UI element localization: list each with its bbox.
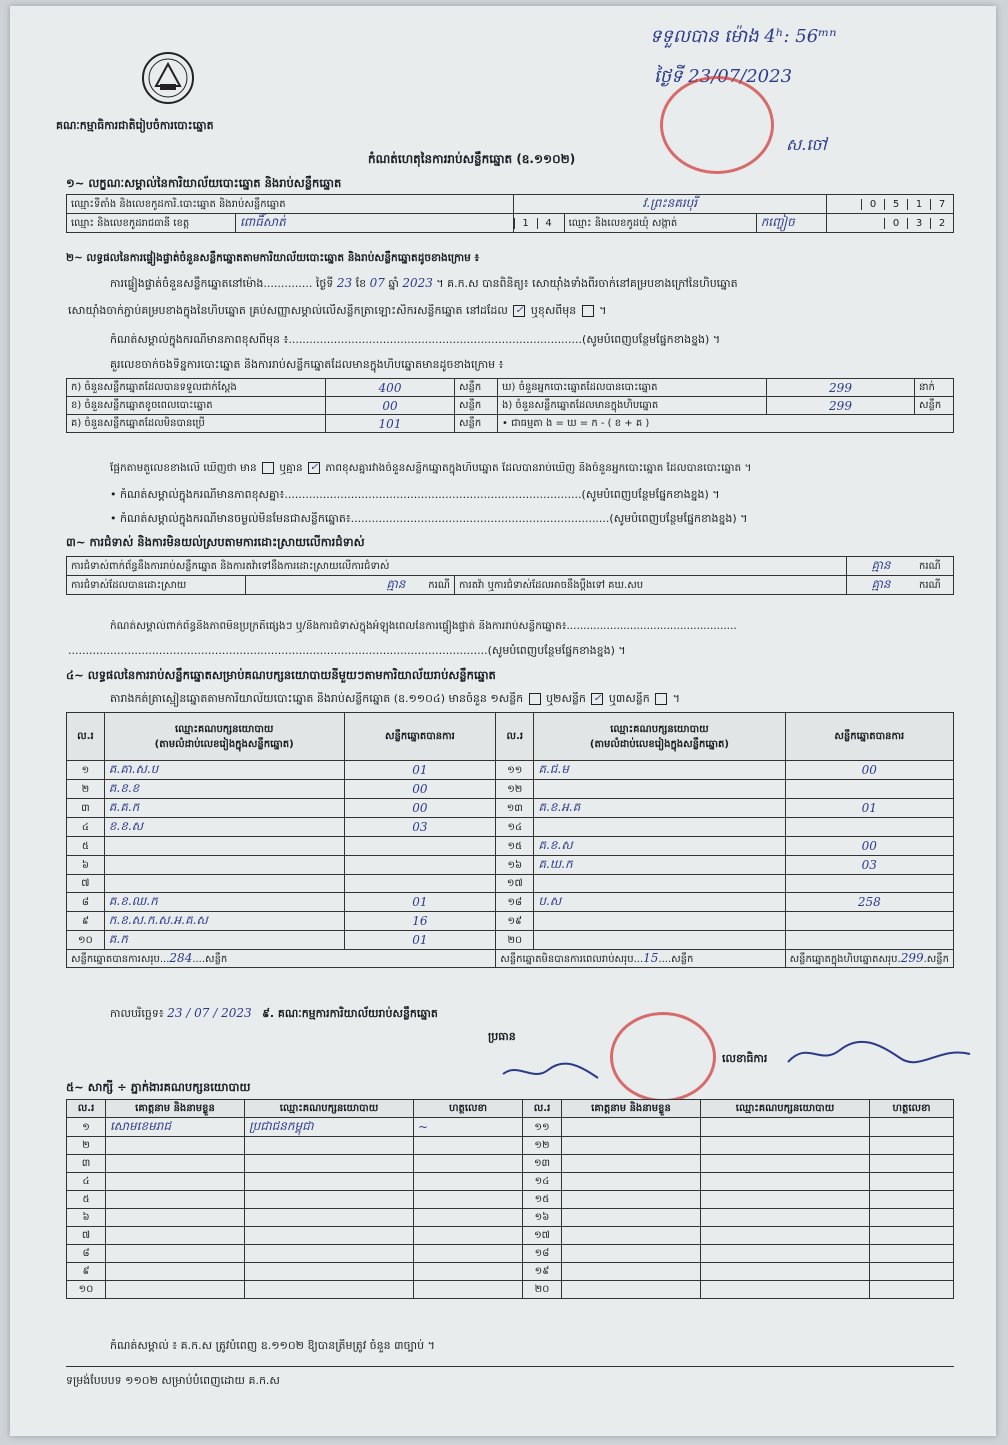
witness-signature <box>414 1245 523 1263</box>
table-row <box>67 856 954 875</box>
witness-party <box>245 1173 414 1191</box>
vote-count <box>785 931 953 950</box>
table-row <box>67 1155 954 1173</box>
voters-count: 299 <box>767 379 915 397</box>
counts-row: ក) ចំនួនសន្លឹកឆ្នោតដែលបានទទួលជាក់ស្តែង 400 សន្លឹក ឃ) ចំនួនអ្នកបោះឆ្នោតដែលបានបោះឆ្នោត 299 នាក់ <box>67 379 954 397</box>
witness-name <box>562 1209 701 1227</box>
row-number: ៨ <box>67 1245 106 1263</box>
same-checkbox[interactable]: ✓ <box>515 305 524 316</box>
row-number: ១៧ <box>496 875 534 893</box>
witness-signature <box>414 1155 523 1173</box>
row-number: ១៤ <box>523 1173 562 1191</box>
party-name: គ.ជ.ម <box>534 761 785 780</box>
location-value: វ.ព្រះនគរបុរី <box>513 195 826 214</box>
row-number: ៦ <box>67 1209 106 1227</box>
vote-count: 01 <box>344 761 496 780</box>
party-name: គ.គា.ស.ប <box>104 761 344 780</box>
section1-title: ១~ លក្ខណៈសម្គាល់នៃការិយាល័យបោះឆ្នោត និងរាប់សន្លឹកឆ្នោត <box>66 176 342 190</box>
row-number: ២ <box>67 1137 106 1155</box>
official-stamp-top <box>660 76 774 174</box>
party-name <box>104 856 344 875</box>
location-code: 0 5 1 7 <box>827 195 954 214</box>
row-number: ១៥ <box>496 837 534 856</box>
witness-name <box>562 1191 701 1209</box>
witness-party <box>701 1227 870 1245</box>
counts-row: ខ) ចំនួនសន្លឹកឆ្នោតខូចពេលបោះឆ្នោត 00 សន្លឹក ង) ចំនួនសន្លឹកឆ្នោតដែលមានក្នុងហិបឆ្នោត 299 សន្លឹក <box>67 397 954 415</box>
row-number: ១៨ <box>496 893 534 912</box>
vote-count <box>344 837 496 856</box>
table-row <box>67 931 954 950</box>
counts-table <box>66 378 954 433</box>
witness-party <box>701 1173 870 1191</box>
table-row <box>67 1227 954 1245</box>
witness-name <box>106 1281 245 1299</box>
witness-party: ប្រជាជនកម្ពុជា <box>245 1118 414 1137</box>
row-number: ៥ <box>67 837 105 856</box>
party-name: គ.ខ.អ.គ <box>534 799 785 818</box>
table-row <box>67 1191 954 1209</box>
irregularity-note: កំណត់សម្គាល់ពាក់ព័ន្ធនឹងភាពមិនប្រក្រតីផ្សេងៗ ឬ/និងការជំទាស់ក្នុងអំឡុងពេលនៃការផ្ទៀងផ្ទាត់ និងការរាប់សន្លឹកឆ្នោត៖................................................... <box>110 620 737 632</box>
two-sheets-checkbox[interactable]: ✓ <box>593 693 602 704</box>
party-name <box>104 837 344 856</box>
difference-line: ផ្អែកតាមតួលេខខាងលើ ឃើញថា មាន ឬគ្មាន ✓ ភាពខុសគ្នារវាងចំនួនសន្លឹកឆ្នោតក្នុងហិបឆ្នោត ដែលបានរាប់ឃើញ និងចំនួនអ្នកបោះឆ្នោត ដែលបានបោះឆ្នោត ។ <box>110 462 752 474</box>
row-number: ៧ <box>67 1227 106 1245</box>
witness-name <box>106 1245 245 1263</box>
party-name: គ.គ.ក <box>104 799 344 818</box>
witness-name <box>106 1263 245 1281</box>
party-name: ក.ខ.ស.ក.ស.អ.គ.ស <box>104 912 344 931</box>
row-number: ១៦ <box>496 856 534 875</box>
table-row <box>67 818 954 837</box>
party-name <box>534 912 785 931</box>
counts-intro: គួរលេខចាក់ចងទិន្នការបោះឆ្នោត និងការរាប់សន្លឹកឆ្នោតដែលមានក្នុងហិបឆ្នោតមានដូចខាងក្រោម ៖ <box>110 358 504 371</box>
witness-signature <box>414 1173 523 1191</box>
row-number: ១១ <box>496 761 534 780</box>
witness-table: ល.រ គោត្តនាម និងនាមខ្លួន ឈ្មោះគណបក្សនយោបាយ ហត្ថលេខា ល.រ គោត្តនាម និងនាមខ្លួន ឈ្មោះគណបក្សនយោបាយ ហត្ថលេខា ១ សោមខេមរាជ ប្រជាជនកម្ពុជា ~ ១១ ២ ១២ ៣ ១៣ ៤ ១៤ ៥ ១៥ ៦ ១៦ ៧ ១៧ ៨ ១៨ ៩ ១៩ ១០ ២០ <box>66 1099 954 1299</box>
row-number: ៩ <box>67 1263 106 1281</box>
row-number: ២ <box>67 780 105 799</box>
chair-label: ប្រធាន <box>488 1030 516 1043</box>
commune-code: 0 3 2 <box>827 214 954 233</box>
witness-signature <box>870 1227 954 1245</box>
witness-party <box>245 1209 414 1227</box>
witness-name <box>106 1137 245 1155</box>
seal-line: សោយ៉ាំងចាក់ភ្ជាប់គម្របខាងក្នុងនៃហិបឆ្នោត គ្រប់សញ្ញាសម្គាល់លើសន្លឹកត្រាឡោះសិករសន្លឹកឆ្នោត នៅដដែល ✓ ឬខុសពីមុន ។ <box>68 304 607 317</box>
witness-signature <box>414 1263 523 1281</box>
witness-signature <box>870 1245 954 1263</box>
receipt-time: ទទួលបាន ម៉ោង 4ʰ: 56ᵐⁿ <box>650 26 837 47</box>
witness-name <box>106 1191 245 1209</box>
witness-name <box>106 1227 245 1245</box>
row-number: ២០ <box>523 1281 562 1299</box>
verify-line: ការផ្ទៀងផ្ទាត់ចំនួនសន្លឹកឆ្នោតនៅម៉ោង.............. ថ្ងៃទី 23 ខែ 07 ឆ្នាំ 2023 ។ គ.ក.ស បានពិនិត្យ៖ សោយ៉ាំងទាំងពីរចាក់នៅគម្របខាងក្រៅនៃហិបឆ្នោត <box>110 276 738 290</box>
section4-title: ៤~ លទ្ធផលនៃការរាប់សន្លឹកឆ្នោតសម្រាប់គណបក្សនយោបាយនីមួយៗតាមការិយាល័យរាប់សន្លឹកឆ្នោត <box>66 668 496 682</box>
row-number: ២០ <box>496 931 534 950</box>
row-number: ៥ <box>67 1191 106 1209</box>
witness-signature: ~ <box>414 1118 523 1137</box>
row-number: ១៩ <box>523 1263 562 1281</box>
witness-signature <box>870 1118 954 1137</box>
row-number: ១១ <box>523 1118 562 1137</box>
note-difference: • កំណត់សម្គាល់ក្នុងករណីមានភាពខុសគ្នា៖.....................................................................................(សូមបំពេញបន្ថែមផ្នែកខាងខ្នង) ។ <box>110 488 720 501</box>
table-row <box>67 893 954 912</box>
commune-label: ឈ្មោះ និងលេខកូដឃុំ សង្កាត់ <box>564 214 756 233</box>
section1-table <box>66 194 954 233</box>
table-row <box>67 761 954 780</box>
location-label: ឈ្មោះទីតាំង និងលេខកូដការិ.បោះឆ្នោត និងរាប់សន្លឹកឆ្នោត <box>67 195 514 214</box>
party-name <box>534 931 785 950</box>
witness-signature <box>414 1137 523 1155</box>
province-label: ឈ្មោះ និងលេខកូដរាជធានី ខេត្ត <box>67 214 236 233</box>
party-name: គ.ក <box>104 931 344 950</box>
party-name <box>534 818 785 837</box>
complaints-count: គ្មាន <box>847 557 916 576</box>
province-value: ពោធិ៍សាត់ <box>236 214 514 233</box>
row-number: ១៣ <box>523 1155 562 1173</box>
witness-signature <box>870 1209 954 1227</box>
total-valid: 284 <box>169 950 193 965</box>
party-name: ខ.ខ.ស <box>104 818 344 837</box>
witness-name: សោមខេមរាជ <box>106 1118 245 1137</box>
row-number: ៤ <box>67 1173 106 1191</box>
vote-count: 01 <box>344 931 496 950</box>
resolved-count: គ្មាន ករណី <box>246 576 455 595</box>
table-row <box>67 1173 954 1191</box>
table-row <box>67 1263 954 1281</box>
witness-name <box>562 1245 701 1263</box>
witness-name <box>562 1155 701 1173</box>
official-stamp-bottom <box>610 1012 716 1102</box>
vote-count <box>785 875 953 893</box>
difference-note: កំណត់សម្គាល់ក្នុងករណីមានភាពខុសពីមុន ៖....................................................................................(សូមបំពេញបន្ថែមផ្នែកខាងខ្នង) ។ <box>110 333 721 346</box>
vote-count: 00 <box>785 761 953 780</box>
witness-name <box>562 1281 701 1299</box>
row-number: ១៤ <box>496 818 534 837</box>
vote-count: 03 <box>344 818 496 837</box>
table-row <box>67 1118 954 1137</box>
unused-ballots: 101 <box>326 415 455 433</box>
ballots-in-box: 299 <box>767 397 915 415</box>
table-row <box>67 1209 954 1227</box>
witness-party <box>701 1245 870 1263</box>
spoiled-ballots: 00 <box>326 397 455 415</box>
vote-count <box>344 875 496 893</box>
vote-count <box>785 912 953 931</box>
section2-title: ២~ លទ្ធផលនៃការផ្ទៀងផ្ទាត់ចំនួនសន្លឹកឆ្នោតតាមការិយាល័យបោះឆ្នោត និងរាប់សន្លឹកឆ្នោតដូចខាងក្រោម ៖ <box>66 252 480 264</box>
witness-party <box>245 1227 414 1245</box>
witness-signature <box>414 1227 523 1245</box>
party-name: គ.ខ.ឈ.ក <box>104 893 344 912</box>
receipt-signature: ស.ចៅ <box>786 135 827 154</box>
totals-row: សន្លឹកឆ្នោតបានការសរុប...284....សន្លឹក សន្លឹកឆ្នោតមិនបានការពេលរាប់សរុប...15....សន្លឹក សន្លឹកឆ្នោតក្នុងហិបឆ្នោតសរុប.299.សន្លឹក <box>67 950 954 968</box>
party-results-table: ល.រ ឈ្មោះគណបក្សនយោបាយ (តាមលំដាប់លេខរៀងក្នុងសន្លឹកឆ្នោត) សន្លឹកឆ្នោតបានការ ល.រ ឈ្មោះគណបក្សនយោបាយ (តាមលំដាប់លេខរៀងក្នុងសន្លឹកឆ្នោត) សន្លឹកឆ្នោតបានការ ១ គ.គា.ស.ប 01 ១១ គ.ជ.ម 00 ២ គ.ខ.ខ 00 ១២ ៣ គ.គ.ក 00 ១៣ គ.ខ.អ.គ 01 ៤ ខ.ខ.ស 03 ១៤ ៥ ១៥ គ.ខ.ស 00 ៦ ១៦ គ.ឃ.ក 03 ៧ ១៧ ៨ គ.ខ.ឈ.ក 01 ១៨ ប.ស 258 ៩ ក.ខ.ស.ក.ស.អ.គ.ស 16 ១៩ ១០ គ.ក 01 ២០ សន្លឹកឆ្នោតបានការសរុប...284....សន្លឹក សន្លឹកឆ្នោតមិនបានការពេលរាប់សរុប...15....សន្លឹក សន្លឹកឆ្នោតក្នុងហិបឆ្នោតសរុប.299.សន្លឹក <box>66 712 954 968</box>
party-name <box>534 780 785 799</box>
has-difference-checkbox[interactable] <box>262 462 274 474</box>
row-number: ១៥ <box>523 1191 562 1209</box>
witness-name <box>106 1209 245 1227</box>
irregularity-note-cont: ........................................................................................................................(សូមបំពេញបន្ថែមផ្នែកខាងខ្នង) ។ <box>68 644 626 657</box>
formula: • ជាធម្មតា ង = ឃ = ក - ( ខ + គ ) <box>498 415 954 433</box>
witness-name <box>106 1173 245 1191</box>
vote-count: 03 <box>785 856 953 875</box>
vote-count <box>785 818 953 837</box>
row-number: ៣ <box>67 1155 106 1173</box>
witness-name <box>562 1227 701 1245</box>
row-number: ១៣ <box>496 799 534 818</box>
witness-party <box>701 1118 870 1137</box>
row-number: ១៧ <box>523 1227 562 1245</box>
divider <box>66 1366 954 1367</box>
secretary-signature <box>780 1036 980 1072</box>
province-code: 1 4 <box>513 214 564 233</box>
row-number: ៧ <box>67 875 105 893</box>
row-number: ១០ <box>67 931 105 950</box>
row-number: ១ <box>67 1118 106 1137</box>
witness-name <box>562 1118 701 1137</box>
party-name: គ.ខ.ខ <box>104 780 344 799</box>
commune-value: កញ្ចៀច <box>756 214 826 233</box>
witness-signature <box>870 1281 954 1299</box>
witness-signature <box>870 1191 954 1209</box>
total-invalid: 15 <box>643 950 659 965</box>
row-number: ១ <box>67 761 105 780</box>
witness-signature <box>414 1191 523 1209</box>
signing-date: កាលបរិច្ឆេទ៖ 23 / 07 / 2023 ៩. គណៈកម្មការការិយាល័យរាប់សន្លឹកឆ្នោត <box>110 1006 438 1020</box>
changed-checkbox[interactable] <box>582 305 594 317</box>
witness-party <box>701 1155 870 1173</box>
vote-count: 01 <box>785 799 953 818</box>
table-row <box>67 780 954 799</box>
row-number: ១៦ <box>523 1209 562 1227</box>
one-sheet-checkbox[interactable] <box>529 693 541 705</box>
vote-count: 00 <box>344 780 496 799</box>
tally-sheets-line: តារាងកត់ត្រាស្មៀនឆ្នោតតាមការិយាល័យបោះឆ្នោត និងរាប់សន្លឹកឆ្នោត (ឧ.១១០៤) មានចំនួន ១សន្លឹក ឬ២សន្លឹក ✓ ឬ៣សន្លឹក ។ <box>110 692 680 705</box>
chair-signature <box>498 1052 608 1092</box>
total-in-box: 299 <box>900 950 924 965</box>
witness-name <box>106 1155 245 1173</box>
verify-year: 2023 <box>402 276 433 290</box>
document-title: កំណត់ហេតុនៃការរាប់សន្លឹកឆ្នោត (ឧ.១១០២) <box>368 152 576 166</box>
witness-signature <box>870 1155 954 1173</box>
witness-signature <box>414 1209 523 1227</box>
vote-count: 00 <box>344 799 496 818</box>
witness-party <box>245 1155 414 1173</box>
row-number: ៩ <box>67 912 105 931</box>
witness-party <box>245 1263 414 1281</box>
witness-party <box>701 1263 870 1281</box>
vote-count: 00 <box>785 837 953 856</box>
table-row <box>67 875 954 893</box>
party-name: ប.ស <box>534 893 785 912</box>
vote-count: 16 <box>344 912 496 931</box>
vote-count <box>785 780 953 799</box>
table-row <box>67 1245 954 1263</box>
row-number: ៦ <box>67 856 105 875</box>
table-row <box>67 1137 954 1155</box>
party-name: គ.ឃ.ក <box>534 856 785 875</box>
table-row <box>67 799 954 818</box>
witness-signature <box>870 1173 954 1191</box>
party-name <box>104 875 344 893</box>
row-number: ៤ <box>67 818 105 837</box>
committee-name: គណៈកម្មាធិការជាតិរៀបចំការបោះឆ្នោត <box>56 119 214 132</box>
committee-logo <box>140 50 196 106</box>
vote-count: 258 <box>785 893 953 912</box>
witness-party <box>245 1245 414 1263</box>
counts-row: គ) ចំនួនសន្លឹកឆ្នោតដែលមិនបានប្រើ 101 សន្លឹក • ជាធម្មតា ង = ឃ = ក - ( ខ + គ ) <box>67 415 954 433</box>
secretary-label: លេខាធិការ <box>722 1052 768 1065</box>
receipt-date: ថ្ងៃទី 23/07/2023 <box>654 66 793 87</box>
row-number: ១៩ <box>496 912 534 931</box>
witness-party <box>701 1137 870 1155</box>
received-ballots: 400 <box>326 379 455 397</box>
section3-title: ៣~ ការជំទាស់ និងការមិនយល់ស្របតាមការដោះស្រាយលើការជំទាស់ <box>66 535 365 549</box>
witness-signature <box>414 1281 523 1299</box>
complaints-table: ការជំទាស់ពាក់ព័ន្ធនឹងការរាប់សន្លឹកឆ្នោត និងការតវ៉ាទៅនឹងការដោះស្រាយលើការជំទាស់ គ្មាន ករណី ការជំទាស់ដែលបានដោះស្រាយ គ្មាន ករណី ការតវ៉ា ឬការជំទាស់ដែលអាចនឹងប្តឹងទៅ គឃ.សប គ្មាន ករណី <box>66 556 954 595</box>
party-name <box>534 875 785 893</box>
witness-party <box>701 1281 870 1299</box>
row-number: ១៨ <box>523 1245 562 1263</box>
witness-party <box>701 1209 870 1227</box>
witness-name <box>562 1263 701 1281</box>
appeals-count: គ្មាន <box>847 576 916 595</box>
witness-signature <box>870 1263 954 1281</box>
footnote: កំណត់សម្គាល់ ៖ គ.ក.ស ត្រូវបំពេញ ឧ.១១០២ ឱ្យបានត្រឹមត្រូវ ចំនួន ៣ច្បាប់ ។ <box>110 1339 435 1352</box>
table-row <box>67 912 954 931</box>
table-row <box>67 1281 954 1299</box>
witness-party <box>245 1191 414 1209</box>
witness-party <box>245 1137 414 1155</box>
witness-name <box>562 1137 701 1155</box>
form-footer: ទម្រង់បែបបទ ១១០២ សម្រាប់បំពេញដោយ គ.ក.ស <box>66 1374 280 1387</box>
vote-count: 01 <box>344 893 496 912</box>
party-name: គ.ខ.ស <box>534 837 785 856</box>
row-number: ១២ <box>523 1137 562 1155</box>
note-non-ballot: • កំណត់សម្គាល់ក្នុងករណីមានចម្ងល់មិនមែនជាសន្លឹកឆ្នោត៖..........................................................................(សូមបំពេញបន្ថែមផ្នែកខាងខ្នង) ។ <box>110 512 748 525</box>
witness-party <box>701 1191 870 1209</box>
row-number: ៣ <box>67 799 105 818</box>
vote-count <box>344 856 496 875</box>
witness-name <box>562 1173 701 1191</box>
form-sheet <box>10 6 996 1436</box>
witness-signature <box>870 1137 954 1155</box>
row-number: ៨ <box>67 893 105 912</box>
row-number: ១០ <box>67 1281 106 1299</box>
row-number: ១២ <box>496 780 534 799</box>
verify-month: 07 <box>369 276 385 290</box>
section5-title: ៥~ សាក្សី ÷ ភ្នាក់ងារគណបក្សនយោបាយ <box>66 1080 251 1094</box>
verify-day: 23 <box>336 276 353 290</box>
no-difference-checkbox[interactable]: ✓ <box>309 462 319 473</box>
witness-party <box>245 1281 414 1299</box>
table-row <box>67 837 954 856</box>
three-sheets-checkbox[interactable] <box>655 693 667 705</box>
